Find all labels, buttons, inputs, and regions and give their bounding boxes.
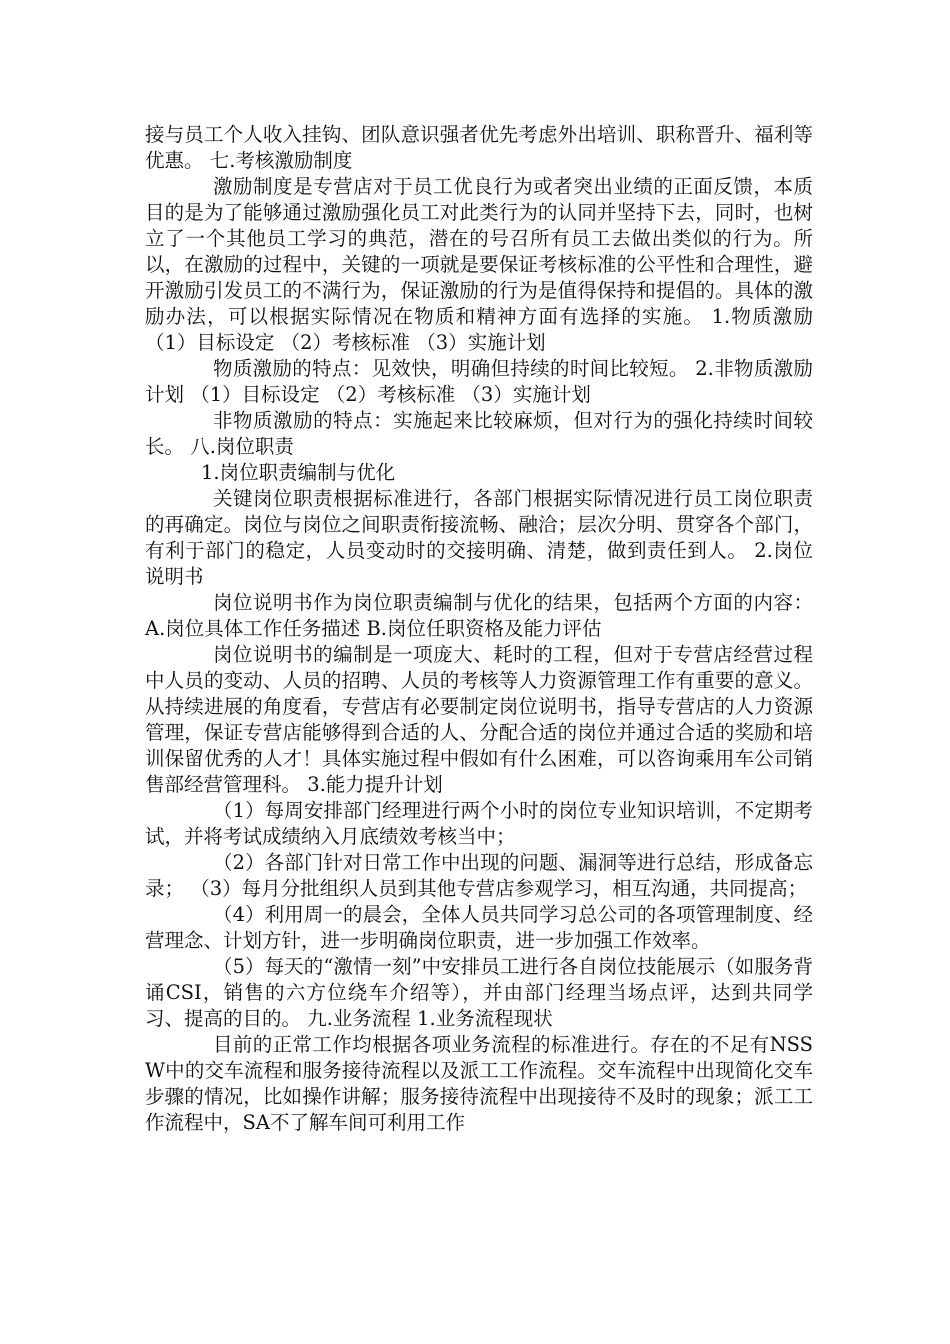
paragraph: 接与员工个人收入挂钩、团队意识强者优先考虑外出培训、职称晋升、福利等优惠。 七.考核激励制度 — [145, 123, 813, 172]
paragraph: 关键岗位职责根据标准进行，各部门根据实际情况进行员工岗位职责的再确定。岗位与岗位之间职责衔接流畅、融洽；层次分明、贯穿各个部门，有利于部门的稳定，人员变动时的交接明确、清楚，做到责任到人。 2.岗位说明书 — [145, 487, 813, 588]
paragraph: 岗位说明书作为岗位职责编制与优化的结果，包括两个方面的内容： A.岗位具体工作任务描述 B.岗位任职资格及能力评估 — [145, 591, 813, 640]
list-item: （1）每周安排部门经理进行两个小时的岗位专业知识培训，不定期考试，并将考试成绩纳入月底绩效考核当中； — [145, 799, 813, 848]
paragraph: 物质激励的特点：见效快，明确但持续的时间比较短。 2.非物质激励计划 （1）目标设定 （2）考核标准 （3）实施计划 — [145, 357, 813, 406]
list-item: （5）每天的“激情一刻”中安排员工进行各自岗位技能展示（如服务背诵CSI，销售的六方位绕车介绍等），并由部门经理当场点评，达到共同学习、提高的目的。 九.业务流程 1.业务流程现状 — [145, 955, 813, 1030]
paragraph: 目前的正常工作均根据各项业务流程的标准进行。存在的不足有NSSW中的交车流程和服务接待流程以及派工工作流程。交车流程中出现简化交车步骤的情况，比如操作讲解；服务接待流程中出现接待不及时的现象；派工工作流程中，SA不了解车间可利用工作 — [145, 1033, 813, 1134]
paragraph: 岗位说明书的编制是一项庞大、耗时的工程，但对于专营店经营过程中人员的变动、人员的招聘、人员的考核等人力资源管理工作有重要的意义。从持续进展的角度看，专营店有必要制定岗位说明书，指导专营店的人力资源管理，保证专营店能够得到合适的人、分配合适的岗位并通过合适的奖励和培训保留优秀的人才！具体实施过程中假如有什么困难，可以咨询乘用车公司销售部经营管理科。 3.能力提升计划 — [145, 643, 813, 796]
paragraph: 激励制度是专营店对于员工优良行为或者突出业绩的正面反馈，本质目的是为了能够通过激励强化员工对此类行为的认同并坚持下去，同时，也树立了一个其他员工学习的典范，潜在的号召所有员工去做出类似的行为。所以，在激励的过程中，关键的一项就是要保证考核标准的公平性和合理性，避开激励引发员工的不满行为，保证激励的行为是值得保持和提倡的。具体的激励办法，可以根据实际情况在物质和精神方面有选择的实施。 1.物质激励 （1）目标设定 （2）考核标准 （3）实施计划 — [145, 175, 813, 354]
list-item: （4）利用周一的晨会，全体人员共同学习总公司的各项管理制度、经营理念、计划方针，进一步明确岗位职责，进一步加强工作效率。 — [145, 903, 813, 952]
list-item: （2）各部门针对日常工作中出现的问题、漏洞等进行总结，形成备忘录； （3）每月分批组织人员到其他专营店参观学习，相互沟通，共同提高； — [145, 851, 813, 900]
paragraph: 非物质激励的特点：实施起来比较麻烦，但对行为的强化持续时间较长。 八.岗位职责 — [145, 409, 813, 458]
document-body — [145, 122, 813, 1136]
section-heading: 1.岗位职责编制与优化 — [201, 461, 396, 484]
